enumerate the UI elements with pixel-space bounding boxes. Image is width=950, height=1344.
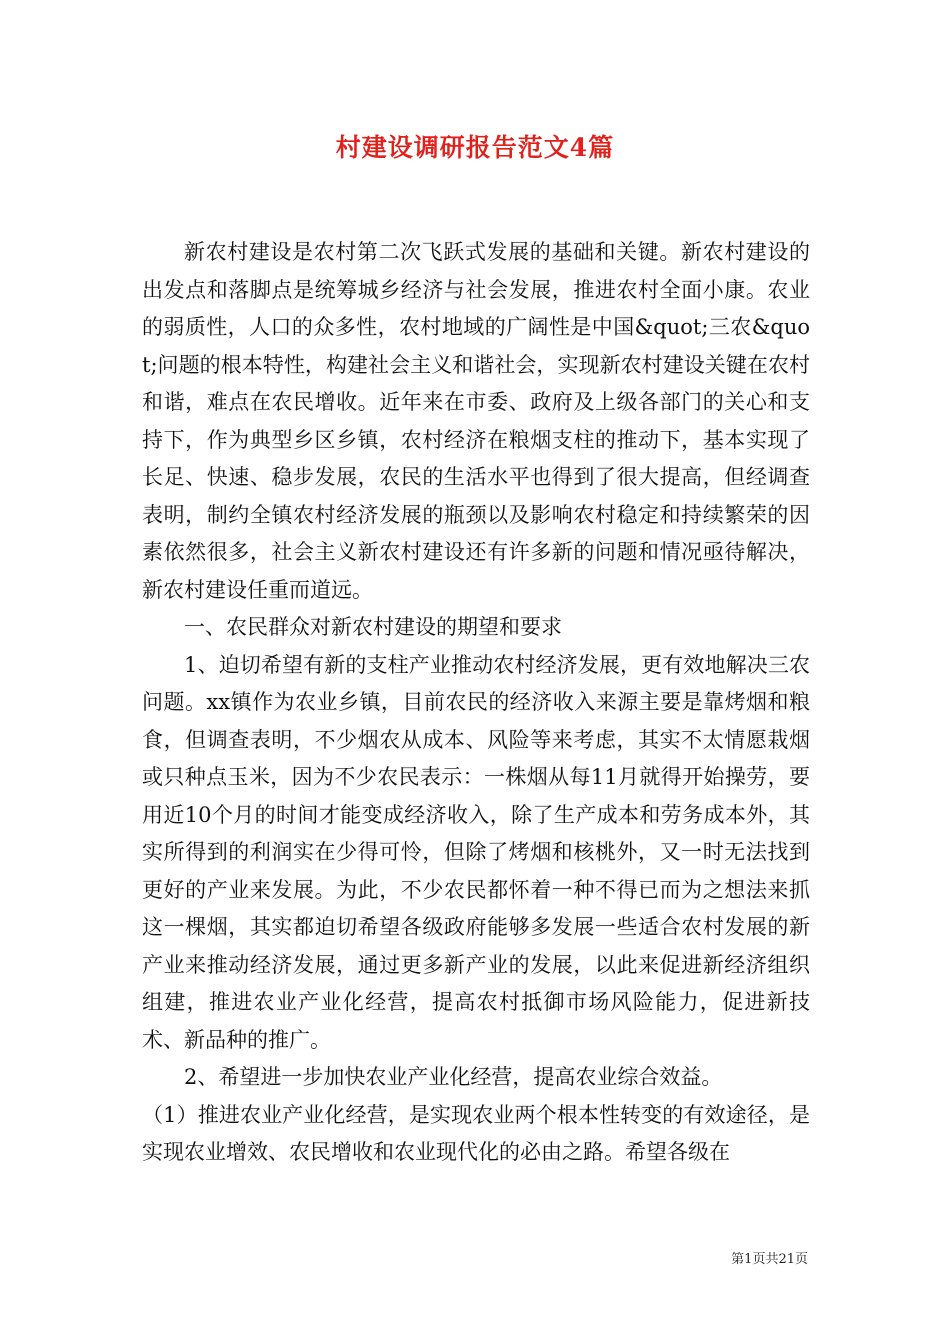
paragraph-intro: 新农村建设是农村第二次飞跃式发展的基础和关键。新农村建设的出发点和落脚点是统筹城乡经济与社会发展，推进农村全面小康。农业的弱质性，人口的众多性，农村地域的广阔性是中国&quot;三农&quot;问题的根本特性，构建社会主义和谐社会，实现新农村建设关键在农村和谐，难点在农民增收。近年来在市委、政府及上级各部门的关心和支持下，作为典型乡区乡镇，农村经济在粮烟支柱的推动下，基本实现了长足、快速、稳步发展，农民的生活水平也得到了很大提高，但经调查表明，制约全镇农村经济发展的瓶颈以及影响农村稳定和持续繁荣的因素依然很多，社会主义新农村建设还有许多新的问题和情况亟待解决，新农村建设任重而道远。 (142, 240, 810, 602)
document-body (142, 234, 810, 1172)
paragraph-item-2: 2、希望进一步加快农业产业化经营，提高农业综合效益。 (184, 1065, 723, 1089)
page-number-footer: 第1页共21页 (731, 1252, 808, 1267)
document-title: 村建设调研报告范文4篇 (335, 133, 615, 162)
paragraph-subitem-1: （1）推进农业产业化经营，是实现农业两个根本性转变的有效途径，是实现农业增效、农民增收和农业现代化的必由之路。希望各级在 (142, 1102, 810, 1164)
section-heading-1: 一、农民群众对新农村建设的期望和要求 (184, 615, 562, 639)
paragraph-item-1: 1、迫切希望有新的支柱产业推动农村经济发展，更有效地解决三农问题。xx镇作为农业乡镇，目前农民的经济收入来源主要是靠烤烟和粮食，但调查表明，不少烟农从成本、风险等来考虑，其实不太情愿栽烟或只种点玉米，因为不少农民表示：一株烟从每11月就得开始操劳，要用近10个月的时间才能变成经济收入，除了生产成本和劳务成本外，其实所得到的利润实在少得可怜，但除了烤烟和核桃外，又一时无法找到更好的产业来发展。为此，不少农民都怀着一种不得已而为之想法来抓这一棵烟，其实都迫切希望各级政府能够多发展一些适合农村发展的新产业来推动经济发展，通过更多新产业的发展，以此来促进新经济组织组建，推进农业产业化经营，提高农村抵御市场风险能力，促进新技术、新品种的推广。 (142, 652, 810, 1052)
